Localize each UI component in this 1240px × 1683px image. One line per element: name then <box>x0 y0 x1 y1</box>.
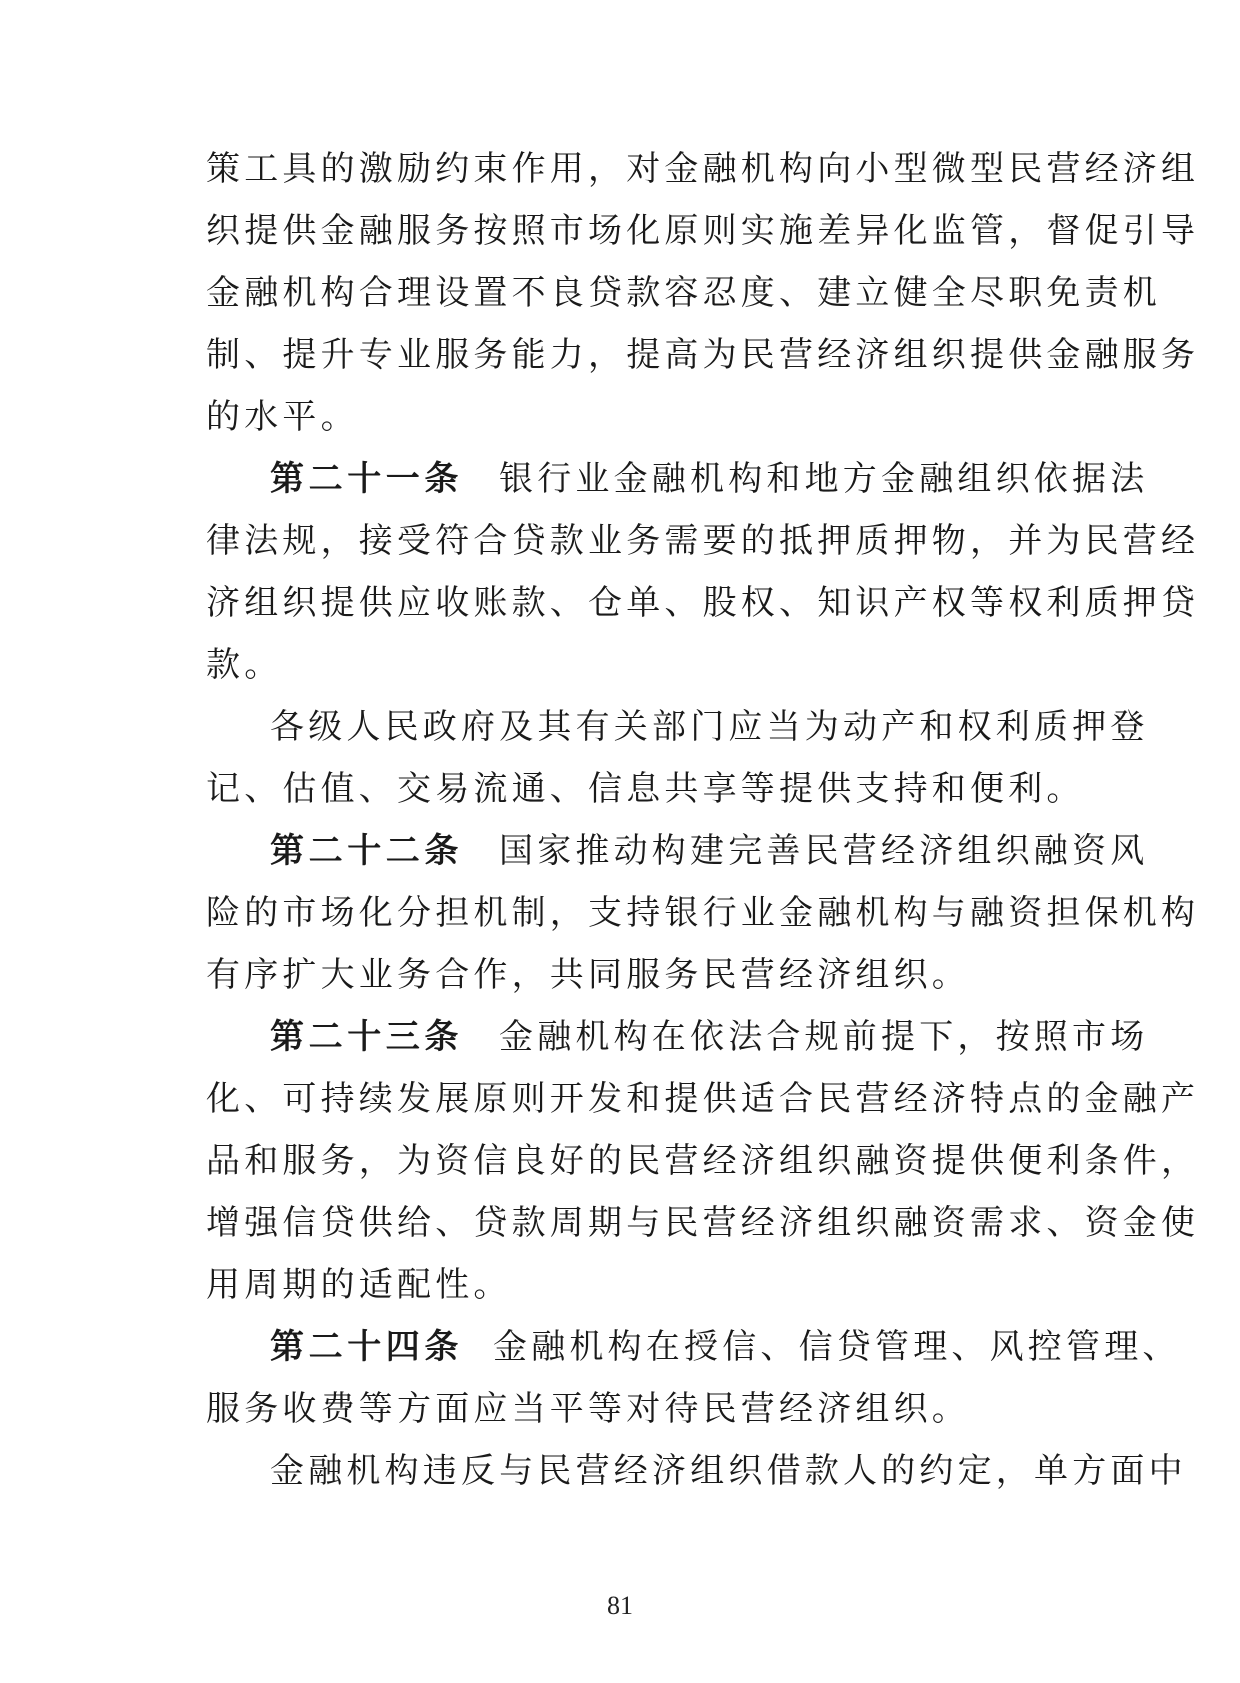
article-heading: 第二十二条 <box>270 831 463 871</box>
article-22 <box>206 820 1200 1006</box>
paragraph-first-line: 金融机构违反与民营经济组织借款人的约定，单方面中 <box>270 1451 1187 1491</box>
article-24 <box>206 1316 1181 1440</box>
article-heading: 第二十四条 <box>270 1327 463 1367</box>
text-line: 制、提升专业服务能力，提高为民营经济组织提供金融服务 <box>206 335 1200 375</box>
article-text: 银行业金融机构和地方金融组织依据法 <box>499 459 1149 499</box>
paragraph-first-line: 各级人民政府及其有关部门应当为动产和权利质押登 <box>270 707 1149 747</box>
text-line: 金融机构合理设置不良贷款容忍度、建立健全尽职免责机 <box>206 273 1161 313</box>
text-line: 济组织提供应收账款、仓单、股权、知识产权等权利质押贷 <box>206 583 1200 623</box>
page-number: 81 <box>607 1591 633 1620</box>
article-heading: 第二十一条 <box>270 459 463 499</box>
article-first-line <box>206 448 1149 510</box>
document-body <box>206 138 1200 1502</box>
text-line: 记、估值、交易流通、信息共享等提供支持和便利。 <box>206 769 1085 809</box>
article-text: 国家推动构建完善民营经济组织融资风 <box>499 831 1149 871</box>
text-line: 化、可持续发展原则开发和提供适合民营经济特点的金融产 <box>206 1079 1200 1119</box>
text-line: 用周期的适配性。 <box>206 1265 512 1305</box>
text-line: 险的市场化分担机制，支持银行业金融机构与融资担保机构 <box>206 893 1200 933</box>
text-line: 服务收费等方面应当平等对待民营经济组织。 <box>206 1389 970 1429</box>
article-heading: 第二十三条 <box>270 1017 463 1057</box>
text-line: 有序扩大业务合作，共同服务民营经济组织。 <box>206 955 970 995</box>
article-24-paragraph-2 <box>206 1440 1187 1502</box>
article-text: 金融机构在依法合规前提下，按照市场 <box>499 1017 1149 1057</box>
article-first-line <box>206 820 1149 882</box>
text-line: 品和服务，为资信良好的民营经济组织融资提供便利条件， <box>206 1141 1200 1181</box>
text-line: 增强信贷供给、贷款周期与民营经济组织融资需求、资金使 <box>206 1203 1200 1243</box>
paragraph-continuation <box>206 138 1200 448</box>
article-text: 金融机构在授信、信贷管理、风控管理、 <box>493 1327 1181 1367</box>
article-first-line <box>206 1006 1149 1068</box>
text-line: 策工具的激励约束作用，对金融机构向小型微型民营经济组 <box>206 149 1200 189</box>
article-first-line <box>206 1316 1181 1378</box>
article-21-paragraph-2 <box>206 696 1149 820</box>
text-line: 款。 <box>206 645 283 685</box>
article-21 <box>206 448 1200 696</box>
text-line: 律法规，接受符合贷款业务需要的抵押质押物，并为民营经 <box>206 521 1200 561</box>
text-line: 织提供金融服务按照市场化原则实施差异化监管，督促引导 <box>206 211 1200 251</box>
text-line: 的水平。 <box>206 397 359 437</box>
article-23 <box>206 1006 1200 1316</box>
